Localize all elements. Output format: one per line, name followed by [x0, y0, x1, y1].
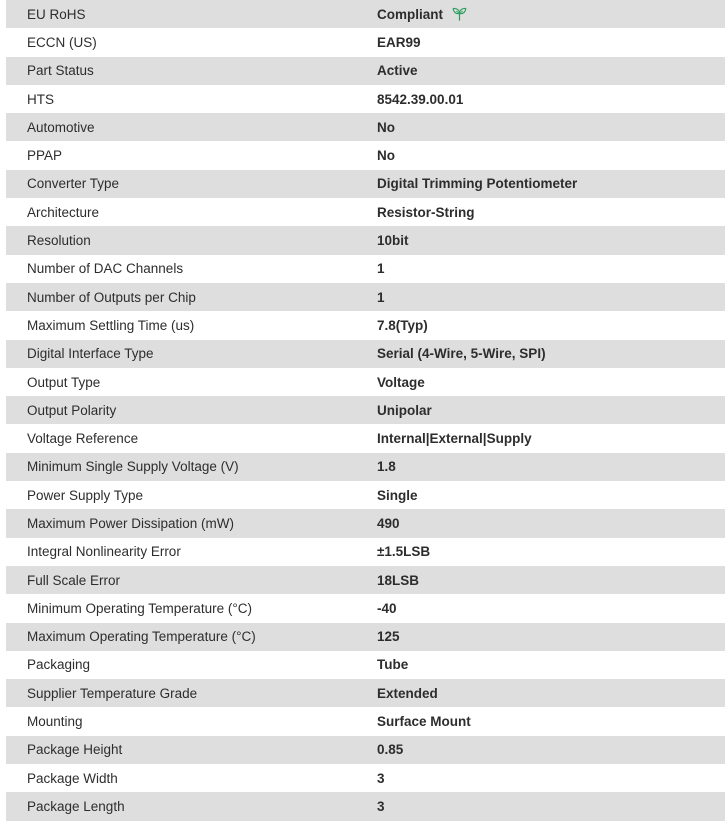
table-row	[6, 736, 725, 764]
spec-value-text: 10bit	[377, 233, 409, 249]
table-row	[6, 311, 725, 339]
spec-label: Package Height	[27, 742, 123, 758]
spec-label: Package Length	[27, 798, 125, 814]
spec-value	[377, 601, 397, 616]
spec-value-text: Active	[377, 63, 418, 79]
spec-value	[377, 573, 419, 588]
table-row	[6, 764, 725, 792]
spec-label: Maximum Settling Time (us)	[27, 317, 195, 333]
spec-value-text: Digital Trimming Potentiometer	[377, 176, 578, 192]
spec-label: Automotive	[27, 119, 95, 135]
table-row	[6, 651, 725, 679]
spec-label: Number of Outputs per Chip	[27, 289, 196, 305]
spec-value-text: Voltage	[377, 374, 425, 390]
spec-value-text: 3	[377, 798, 385, 814]
table-row	[6, 396, 725, 424]
spec-value	[377, 686, 438, 701]
spec-value	[377, 516, 400, 531]
spec-value-text: Internal|External|Supply	[377, 431, 532, 447]
spec-value	[377, 629, 400, 644]
spec-label: Digital Interface Type	[27, 346, 154, 362]
spec-label: Voltage Reference	[27, 431, 139, 447]
spec-value-text: Serial (4-Wire, 5-Wire, SPI)	[377, 346, 546, 362]
leaf-icon[interactable]	[452, 7, 467, 21]
spec-value-text: Tube	[377, 657, 409, 673]
spec-value	[377, 205, 475, 220]
table-row	[6, 0, 725, 28]
table-row	[6, 481, 725, 509]
spec-value-text: EAR99	[377, 34, 421, 50]
table-row	[6, 57, 725, 85]
spec-label: Number of DAC Channels	[27, 261, 184, 277]
spec-value-text: Surface Mount	[377, 714, 471, 730]
table-row	[6, 340, 725, 368]
spec-value	[377, 290, 385, 305]
spec-value-text: No	[377, 119, 395, 135]
spec-value	[377, 375, 425, 390]
spec-label: HTS	[27, 91, 54, 107]
table-row	[6, 368, 725, 396]
spec-value	[377, 176, 577, 191]
spec-value	[377, 63, 418, 78]
spec-value	[377, 92, 463, 107]
spec-value	[377, 233, 409, 248]
spec-value-text: 18LSB	[377, 572, 420, 588]
spec-label: Integral Nonlinearity Error	[27, 544, 181, 560]
spec-value-text: -40	[377, 600, 397, 616]
spec-value-text: 0.85	[377, 742, 404, 758]
table-row	[6, 113, 725, 141]
spec-label: Full Scale Error	[27, 572, 121, 588]
spec-value	[377, 657, 408, 672]
spec-label: Converter Type	[27, 176, 120, 192]
table-row	[6, 226, 725, 254]
spec-value-text: Extended	[377, 685, 438, 701]
spec-value	[377, 403, 432, 418]
table-row	[6, 141, 725, 169]
spec-value	[377, 544, 430, 559]
spec-value-text: 3	[377, 770, 385, 786]
table-row	[6, 623, 725, 651]
spec-label: Part Status	[27, 63, 94, 79]
spec-value-text: Resistor-String	[377, 204, 475, 220]
spec-value-text: 1	[377, 289, 385, 305]
spec-label: Architecture	[27, 204, 100, 220]
table-row	[6, 453, 725, 481]
spec-value	[377, 714, 471, 729]
spec-value	[377, 459, 396, 474]
spec-value-text: 125	[377, 629, 400, 645]
spec-label: Minimum Single Supply Voltage (V)	[27, 459, 239, 475]
spec-label: PPAP	[27, 148, 63, 164]
spec-value	[377, 148, 395, 163]
spec-label: Power Supply Type	[27, 487, 144, 503]
spec-label: Output Polarity	[27, 402, 117, 418]
spec-value-text: No	[377, 148, 395, 164]
spec-label: Minimum Operating Temperature (°C)	[27, 600, 252, 616]
spec-value	[377, 431, 532, 446]
table-row	[6, 424, 725, 452]
spec-value	[377, 318, 428, 333]
spec-label: ECCN (US)	[27, 34, 97, 50]
table-row	[6, 594, 725, 622]
spec-value	[377, 120, 395, 135]
spec-value-text: 8542.39.00.01	[377, 91, 464, 107]
spec-label: Resolution	[27, 233, 91, 249]
table-row	[6, 170, 725, 198]
spec-value	[377, 35, 421, 50]
table-row	[6, 85, 725, 113]
spec-value	[377, 261, 385, 276]
spec-label: Maximum Operating Temperature (°C)	[27, 629, 256, 645]
spec-label: Maximum Power Dissipation (mW)	[27, 515, 235, 531]
spec-value	[377, 7, 467, 22]
spec-value	[377, 799, 385, 814]
spec-label: Mounting	[27, 714, 83, 730]
spec-value-text: ±1.5LSB	[377, 544, 431, 560]
spec-label: Packaging	[27, 657, 91, 673]
spec-value	[377, 742, 403, 757]
spec-value-text: 1	[377, 261, 385, 277]
spec-value	[377, 771, 385, 786]
table-row	[6, 509, 725, 537]
table-row	[6, 566, 725, 594]
spec-label: EU RoHS	[27, 6, 86, 22]
spec-label: Output Type	[27, 374, 101, 390]
spec-value-text: 1.8	[377, 459, 396, 475]
spec-value	[377, 346, 546, 361]
spec-value-text: Single	[377, 487, 418, 503]
table-row	[6, 679, 725, 707]
spec-label: Supplier Temperature Grade	[27, 685, 198, 701]
table-row	[6, 538, 725, 566]
spec-value-text: Compliant	[377, 6, 443, 22]
table-row	[6, 283, 725, 311]
table-row	[6, 255, 725, 283]
table-row	[6, 198, 725, 226]
spec-value-text: 490	[377, 515, 400, 531]
table-row	[6, 792, 725, 820]
spec-value-text: 7.8(Typ)	[377, 317, 428, 333]
spec-label: Package Width	[27, 770, 118, 786]
spec-value-text: Unipolar	[377, 402, 432, 418]
spec-value	[377, 488, 418, 503]
table-row	[6, 707, 725, 735]
table-row	[6, 28, 725, 56]
